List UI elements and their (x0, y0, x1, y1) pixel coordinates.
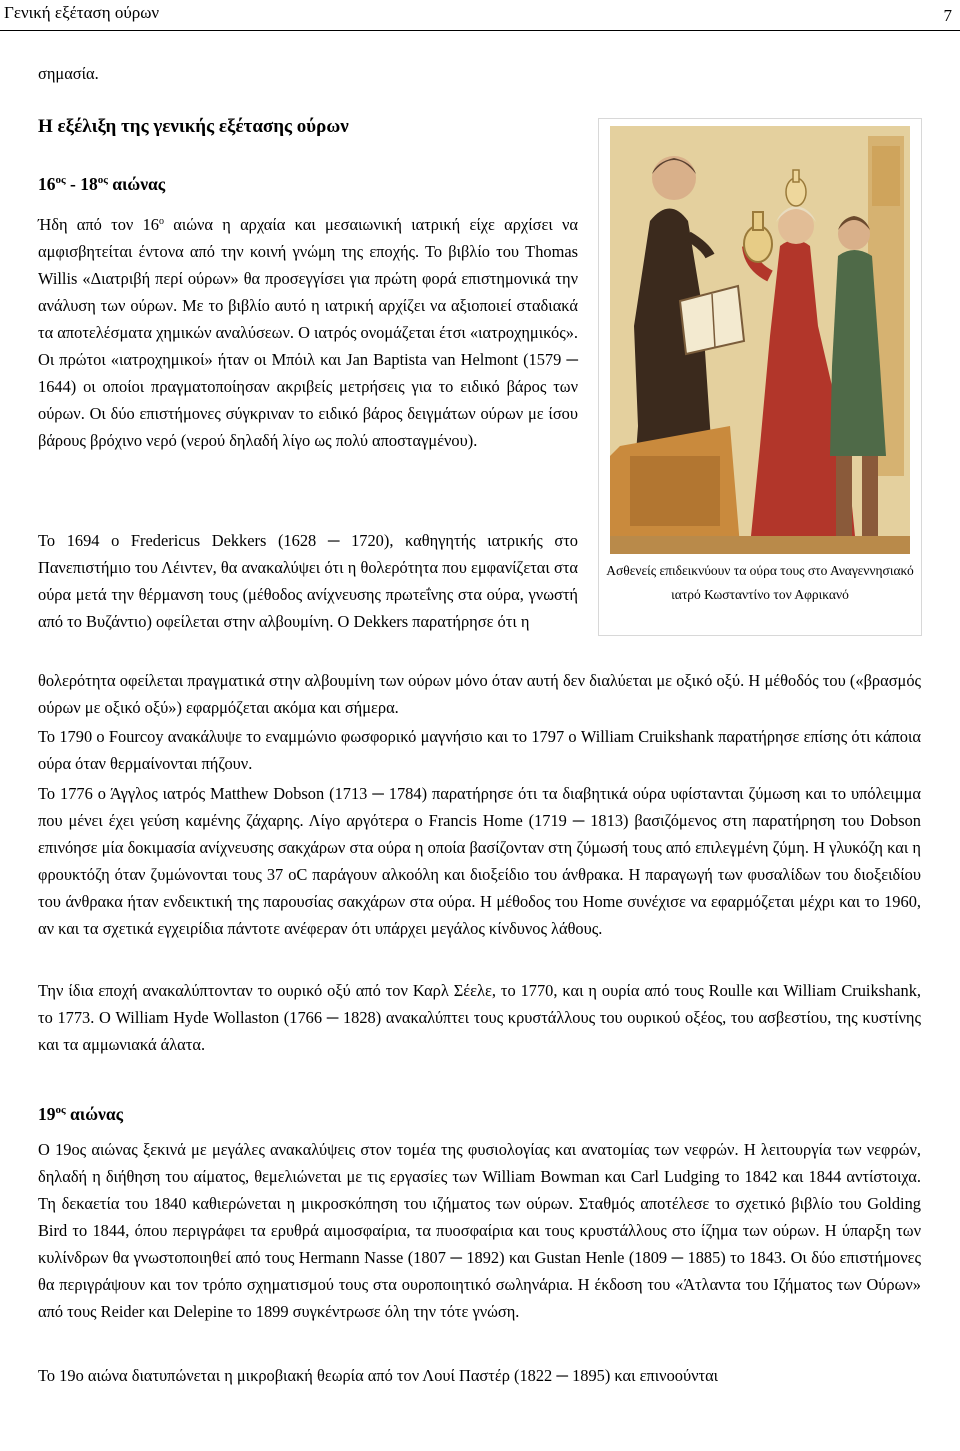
paragraph-fourcoy: Το 1790 ο Fourcoy ανακάλυψε το εναμμώνιο φωσφορικό μαγνήσιο και το 1797 ο William Cruikshank παρατήρησε επίσης ότι κάποια ούρα όταν θερμαίνονται πήζουν. (38, 727, 921, 773)
paragraph-dekkers-continued: θολερότητα οφείλεται πραγματικά στην αλβουμίνη των ούρων μόνο όταν αυτή δεν διαλύεται με οξικό οξύ. Η μέθοδός του («βρασμός ούρων με οξικό οξύ») εφαρμόζεται ακόμα και σήμερα. (38, 671, 921, 717)
page-number: 7 (943, 6, 952, 25)
paragraph-dekkers: Το 1694 ο Fredericus Dekkers (1628 ─ 1720), καθηγητής ιατρικής στο Πανεπιστήμιο του Λέιντεν, θα ανακαλύψει ότι η θολερότητα που εμφανίζεται στα ούρα μετά την θέρμανση τους (μέθοδος ανίχνευσης πρωτεΐνης στα ούρα, γνωστή από το Βυζάντιο) οφείλεται στην αλβουμίνη. Ο Dekkers παρατήρησε ότι η (38, 531, 578, 631)
p1-rest: αιώνα η αρχαία και μεσαιωνική ιατρική είχε αρχίσει να αμφισβητείται έντονα από την κοινή γνώμη της εποχής. Το βιβλίο του Thomas Willis «Διατριβή περί ούρων» θα προσεγγίσει για πρώτη φορά επιστημονικά την ανάλυση των ούρων. Με το βιβλίο αυτό η ιατρική αρχίζει να αξιοποιεί σταδιακά τα αποτελέσματα χημικών αναλύσεων. Ο ιατρός ονομάζεται έτσι «ιατροχημικός». Οι πρώτοι «ιατροχημικοί» ήταν οι Μπόιλ και Jan Baptista van Helmont (1579 ─ 1644) οι οποίοι πραγματοποίησαν ακριβείς μετρήσεις για το ειδικό βάρος των ούρων. Οι δύο επιστήμονες σύγκριναν το ειδικό βάρος δειγμάτων ούρων με ίσου βάρους βρόχινο νερό (νερού δηλαδή λίγο ως πολύ αποσταγμένου). (38, 215, 578, 450)
page-header (0, 0, 960, 31)
paragraph-dobson: Το 1776 ο Άγγλος ιατρός Matthew Dobson (1713 ─ 1784) παρατήρησε ότι τα διαβητικά ούρα υφίστανται ζύμωση και το υπόλειμμα που μένει έχει γεύση καμένης ζάχαρης. Λίγο αργότερα ο Francis Home (1719 ─ 1813) βασιζόμενος στη παρατήρηση του Dobson επινόησε μία δοκιμασία ανίχνευσης σακχάρων στα ούρα η οποία βασίζονταν στη ζύμωσή τους από επιλεγμένη ζύμη. Η γλυκόζη και η φρουκτόζη όταν ζυμώνονται τους 37 oC παράγουν αλκοόλη και διοξείδιο του άνθρακα. Η παραγωγή των φυσαλίδων του διοξειδίου του άνθρακα ήταν ενδεικτική της παρουσίας σακχάρων στα ούρα. Η μέθοδος του Home συνέχισε να εφαρμόζεται μέχρι και το 1960, αν και τα σχετικά εγχειρίδια πάντοτε ανέφεραν ότι υπάρχει μεγάλος κίνδυνος λάθους. (38, 784, 921, 938)
section-num-b: 18 (80, 174, 98, 194)
figure-box (598, 118, 922, 636)
section2-sup: ος (55, 1104, 66, 1116)
intro-word: σημασία. (38, 64, 99, 83)
section-sep: - (65, 174, 81, 194)
p1-start: Ήδη από τον 16 (38, 215, 159, 234)
medieval-painting-image (610, 126, 910, 554)
section-sup-a: ος (55, 174, 66, 186)
section-num-a: 16 (38, 174, 56, 194)
header-title: Γενική εξέταση ούρων (4, 3, 160, 22)
paragraph-19th-century: Ο 19ος αιώνας ξεκινά με μεγάλες ανακαλύψεις στον τομέα της φυσιολογίας και ανατομίας των νεφρών. Η λειτουργία των νεφρών, δηλαδή η διήθηση του αίματος, θεμελιώνεται με τις εργασίες των William Bowman και Carl Ludging το 1842 και 1844 αντίστοιχα. Τη δεκαετία του 1840 καθιερώνεται η μικροσκόπηση του ιζήματος των ούρων. Σταθμός αποτέλεσε το σχετικό βιβλίο του Golding Bird το 1844, όπου περιγράφει τα ερυθρά αιμοσφαίρια, τα πυοσφαίρια και τους κρυστάλλους στο ίζημα των ούρων. Η ύπαρξη των κυλίνδρων θα γνωστοποιηθεί από τους Hermann Nasse (1807 ─ 1892) και Gustan Henle (1809 ─ 1885) το 1843. Οι δύο επιστήμονες θα περιγράψουν και τον τρόπο σχηματισμού τους στα ουροποιητικό σωληνάρια. Η έκδοση του «Άτλαντα του Ιζήματος των Ούρων» από τους Reider και Delepine το 1899 συγκέντρωσε όλη την τότε γνώση. (38, 1140, 921, 1321)
section-word: αιώνας (107, 174, 166, 194)
section-heading-16-18 (38, 174, 165, 195)
section2-num: 19 (38, 1104, 56, 1124)
section-heading-19 (38, 1104, 123, 1125)
main-heading: Η εξέλιξη της γενικής εξέτασης ούρων (38, 116, 349, 137)
section-sup-b: ος (97, 174, 108, 186)
paragraph-uric-acid: Την ίδια εποχή ανακαλύπτονταν το ουρικό οξύ από τον Καρλ Σέελε, το 1770, και η ουρία από τους Roulle και William Cruikshank, το 1773. Ο William Hyde Wollaston (1766 ─ 1828) ανακαλύπτει τους κρυστάλλους του ουρικού οξέος, του ασβεστίου, της κυστίνης και τα αμμωνιακά άλατα. (38, 981, 921, 1054)
paragraph-pasteur: Το 19ο αιώνα διατυπώνεται η μικροβιακή θεωρία από τον Λουί Παστέρ (1822 ─ 1895) και επινοούνται (38, 1366, 719, 1385)
section2-word: αιώνας (65, 1104, 123, 1124)
paragraph-willis (38, 208, 578, 454)
figure-caption: Ασθενείς επιδεικνύουν τα ούρα τους στο Αναγεννησιακό ιατρό Κωσταντίνο τον Αφρικανό (606, 563, 914, 602)
p1-sup: ο (158, 216, 164, 227)
